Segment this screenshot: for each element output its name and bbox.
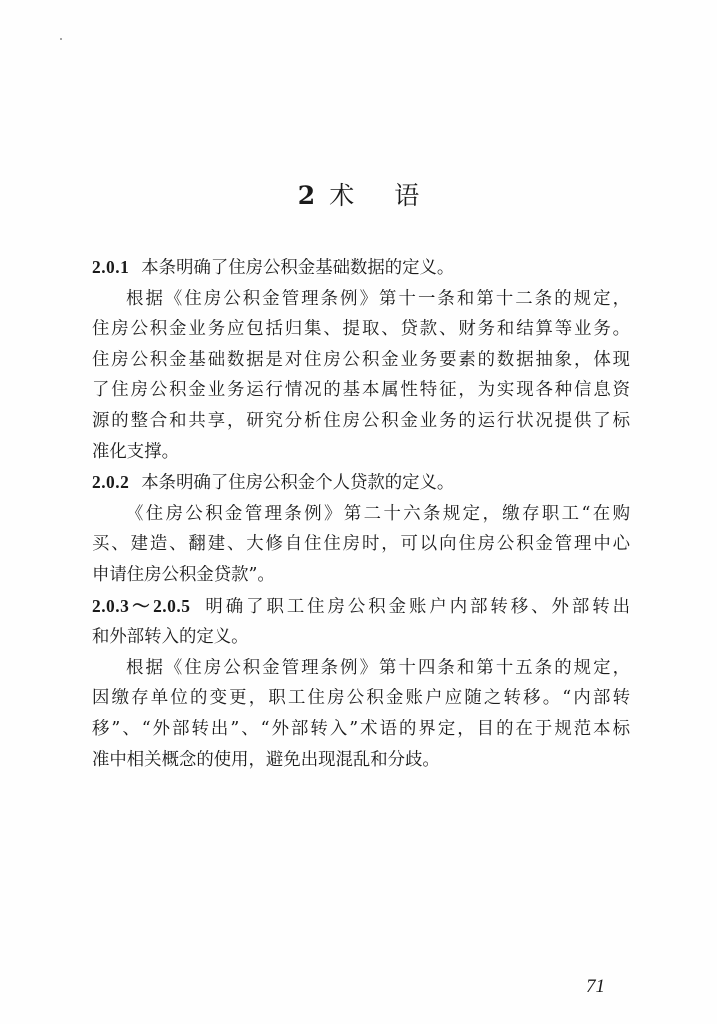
clause-2-0-3-paragraph <box>92 653 630 775</box>
clause-2-0-2-heading <box>92 467 630 499</box>
paragraph-line: 买、建造、翻建、大修自住住房时，可以向住房公积金管理中心 <box>92 534 630 555</box>
paragraph-line: 住房公积金业务应包括归集、提取、贷款、财务和结算等业务。 <box>92 319 630 340</box>
clause-heading-line: 和外部转入的定义。 <box>92 627 249 648</box>
paragraph-line: 了住房公积金业务运行情况的基本属性特征，为实现各种信息资 <box>92 380 630 401</box>
paragraph-line: 移”、“外部转出”、“外部转入”术语的界定，目的在于规范本标 <box>92 718 630 739</box>
clause-number: 2.0.3～2.0.5 <box>92 595 191 616</box>
page-number: 71 <box>586 976 605 997</box>
paragraph-line: 根据《住房公积金管理条例》第十四条和第十五条的规定， <box>126 657 630 678</box>
clause-2-0-1-heading <box>92 252 630 284</box>
clause-2-0-2-paragraph <box>92 499 630 591</box>
chapter-title <box>0 176 717 212</box>
clause-heading-text: 本条明确了住房公积金基础数据的定义。 <box>141 258 455 278</box>
scan-speck <box>60 38 62 40</box>
chapter-title-word-2: 语 <box>394 181 420 210</box>
clause-heading-text: 本条明确了住房公积金个人贷款的定义。 <box>141 473 455 494</box>
paragraph-line: 根据《住房公积金管理条例》第十一条和第十二条的规定， <box>126 288 630 309</box>
clause-heading-line <box>92 591 630 623</box>
chapter-number: 2 <box>297 181 316 210</box>
paragraph-line: 因缴存单位的变更，职工住房公积金账户应随之转移。“内部转 <box>92 688 630 709</box>
clause-2-0-1-paragraph <box>92 284 630 468</box>
paragraph-line: 准中相关概念的使用，避免出现混乱和分歧。 <box>92 749 440 770</box>
chapter-title-word-1: 术 <box>329 181 355 210</box>
clause-number: 2.0.2 <box>92 472 130 493</box>
paragraph-line: 准化支撑。 <box>92 441 179 462</box>
clause-heading-text: 明确了职工住房公积金账户内部转移、外部转出 <box>202 596 630 617</box>
paragraph-line: 住房公积金基础数据是对住房公积金业务要素的数据抽象，体现 <box>92 349 630 370</box>
body-text <box>92 252 630 775</box>
clause-2-0-3-heading <box>92 591 630 653</box>
paragraph-line: 申请住房公积金贷款”。 <box>92 564 275 585</box>
clause-number: 2.0.1 <box>92 257 130 277</box>
paragraph-line: 《住房公积金管理条例》第二十六条规定，缴存职工“在购 <box>126 503 630 524</box>
paragraph-line: 源的整合和共享，研究分析住房公积金业务的运行状况提供了标 <box>92 410 630 431</box>
